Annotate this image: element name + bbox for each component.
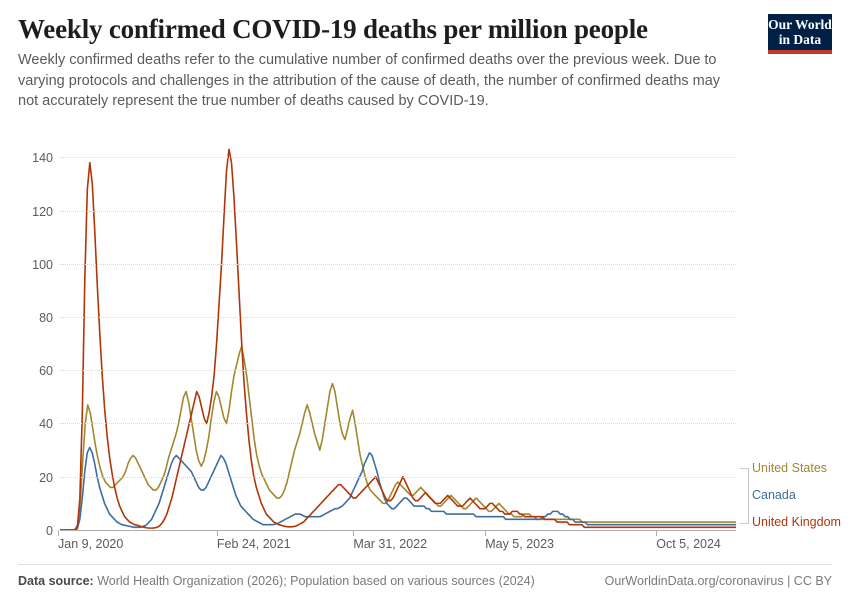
x-axis-tick-mark bbox=[485, 530, 486, 536]
chart-footer bbox=[18, 564, 832, 588]
x-axis-tick-mark bbox=[656, 530, 657, 536]
x-axis-tick-mark bbox=[353, 530, 354, 536]
y-axis-tick-label: 20 bbox=[39, 470, 53, 485]
gridline bbox=[32, 257, 736, 272]
gridline bbox=[39, 364, 736, 379]
x-axis-tick-label: Oct 5, 2024 bbox=[656, 537, 721, 551]
y-axis-tick-label: 60 bbox=[39, 364, 53, 379]
y-axis-tick-label: 100 bbox=[32, 257, 53, 272]
y-axis-tick-label: 0 bbox=[46, 523, 53, 538]
chart-credit[interactable]: OurWorldinData.org/coronavirus | CC BY bbox=[604, 574, 832, 588]
series-lines bbox=[60, 136, 736, 530]
legend-bracket bbox=[740, 468, 749, 523]
chart-area bbox=[18, 128, 841, 578]
series-line bbox=[60, 149, 736, 530]
x-axis-tick-mark bbox=[58, 530, 59, 536]
gridline bbox=[39, 470, 736, 485]
legend-item-united-kingdom[interactable]: United Kingdom bbox=[752, 514, 841, 529]
x-axis-tick-label: Mar 31, 2022 bbox=[353, 537, 427, 551]
data-source-label: Data source: bbox=[18, 574, 94, 588]
y-axis-tick-label: 40 bbox=[39, 417, 53, 432]
x-axis-tick-mark bbox=[217, 530, 218, 536]
gridline bbox=[39, 417, 736, 432]
data-source-value: World Health Organization (2026); Population based on various sources (2024) bbox=[97, 574, 535, 588]
y-axis-tick-label: 80 bbox=[39, 310, 53, 325]
gridline bbox=[32, 151, 736, 166]
gridline bbox=[32, 204, 736, 219]
plot-region bbox=[32, 136, 736, 551]
y-axis-tick-label: 120 bbox=[32, 204, 53, 219]
legend-item-united-states[interactable]: United States bbox=[752, 461, 828, 476]
series-line bbox=[60, 346, 736, 530]
gridline bbox=[39, 310, 736, 325]
y-axis-tick-label: 140 bbox=[32, 151, 53, 166]
page-subtitle: Weekly confirmed deaths refer to the cumulative number of confirmed deaths over the previous week. Due to varying protocols and challenges in the attribution of the cause of death, the number of confirmed deaths may not accurately represent the true number of deaths caused by COVID-19. bbox=[18, 52, 721, 110]
page-title: Weekly confirmed COVID-19 deaths per million people bbox=[18, 14, 648, 44]
x-axis-tick-label: Feb 24, 2021 bbox=[217, 537, 291, 551]
x-axis-tick-label: Jan 9, 2020 bbox=[58, 537, 123, 551]
owid-logo-line2: in Data bbox=[778, 31, 822, 47]
data-source bbox=[18, 574, 535, 588]
legend-item-canada[interactable]: Canada bbox=[752, 487, 796, 502]
gridline bbox=[46, 523, 736, 538]
owid-logo bbox=[768, 14, 832, 54]
x-axis-tick-label: May 5, 2023 bbox=[485, 537, 554, 551]
owid-logo-line1: Our World bbox=[768, 17, 832, 32]
chart-legend bbox=[738, 460, 841, 530]
